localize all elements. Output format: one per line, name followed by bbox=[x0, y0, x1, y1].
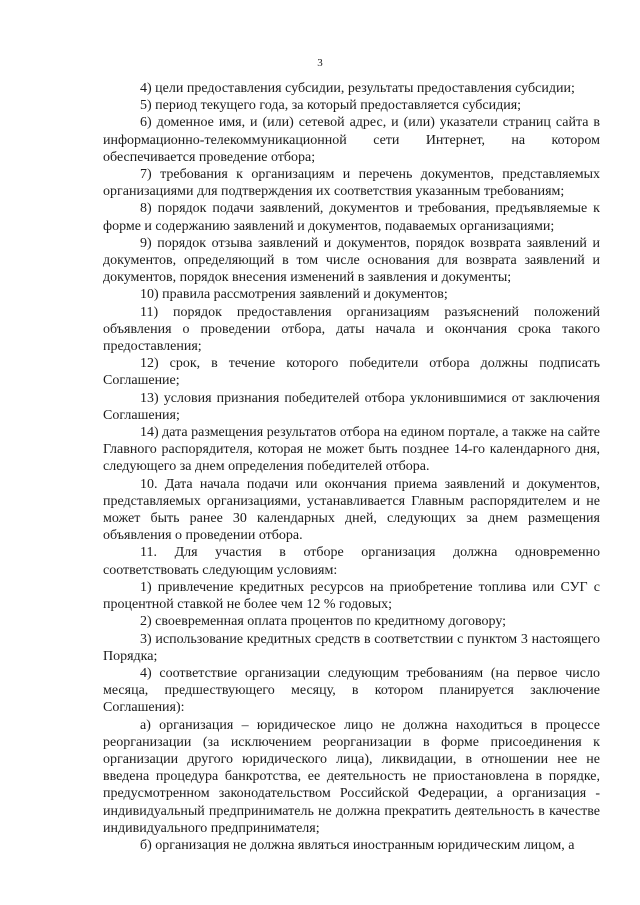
paragraph: 6) доменное имя, и (или) сетевой адрес, и (или) указатели страниц сайта в информационно-телекоммуникационной сети Интернет, на котором обеспечивается проведение отбора; bbox=[103, 115, 600, 165]
paragraph: 3) использование кредитных средств в соответствии с пунктом 3 настоящего Порядка; bbox=[103, 631, 600, 664]
paragraph: 10) правила рассмотрения заявлений и документов; bbox=[140, 287, 448, 303]
paragraph: 7) требования к организациям и перечень документов, представляемых организациями для подтверждения их соответствия указанным требованиям; bbox=[103, 167, 600, 200]
paragraph: 10. Дата начала подачи или окончания приема заявлений и документов, представляемых организациями, устанавливается Главным распорядителем и не может быть ранее 30 календарных дней, следующих за днем размещения объявления о проведении отбора. bbox=[103, 476, 600, 544]
paragraph: 12) срок, в течение которого победители отбора должны подписать Соглашение; bbox=[103, 356, 600, 389]
paragraph: 14) дата размещения результатов отбора на едином портале, а также на сайте Главного распорядителя, которая не может быть позднее 14-го календарного дня, следующего за днем определения победителей отбора. bbox=[103, 425, 600, 475]
paragraph: 11. Для участия в отборе организация должна одновременно соответствовать следующим условиям: bbox=[103, 545, 600, 578]
paragraph: 4) цели предоставления субсидии, результаты предоставления субсидии; bbox=[140, 81, 575, 96]
paragraph: б) организация не должна являться иностранным юридическим лицом, а bbox=[140, 837, 575, 853]
paragraph: 2) своевременная оплата процентов по кредитному договору; bbox=[140, 614, 507, 630]
document-body bbox=[103, 80, 600, 854]
paragraph: 11) порядок предоставления организациям разъяснений положений объявления о проведении отбора, даты начала и окончания срока такого предоставления; bbox=[103, 304, 600, 355]
page-number: 3 bbox=[317, 57, 323, 69]
paragraph: 8) порядок подачи заявлений, документов и требования, предъявляемые к форме и содержанию заявлений и документов, подаваемых организациями; bbox=[103, 201, 600, 234]
paragraph: а) организация – юридическое лицо не должна находиться в процессе реорганизации (за исключением реорганизации в форме присоединения к организации другого юридического лица), ликвидации, в отношении нее не введена процедура банкротства, ее деятельность не приостановлена в порядке, предусмотренном законодательством Российской Федерации, а организация - индивидуальный предприниматель не должна прекратить деятельность в качестве индивидуального предпринимателя; bbox=[103, 717, 600, 836]
paragraph: 4) соответствие организации следующим требованиям (на первое число месяца, предшествующего месяцу, в котором планируется заключение Соглашения): bbox=[103, 665, 600, 716]
paragraph: 1) привлечение кредитных ресурсов на приобретение топлива или СУГ с процентной ставкой не более чем 12 % годовых; bbox=[103, 579, 600, 613]
paragraph: 13) условия признания победителей отбора уклонившимися от заключения Соглашения; bbox=[103, 390, 600, 423]
paragraph: 9) порядок отзыва заявлений и документов, порядок возврата заявлений и документов, определяющий в том числе основания для возврата заявлений и документов, порядок внесения изменений в заявления и документы; bbox=[103, 235, 600, 286]
paragraph: 5) период текущего года, за который предоставляется субсидия; bbox=[140, 98, 522, 114]
